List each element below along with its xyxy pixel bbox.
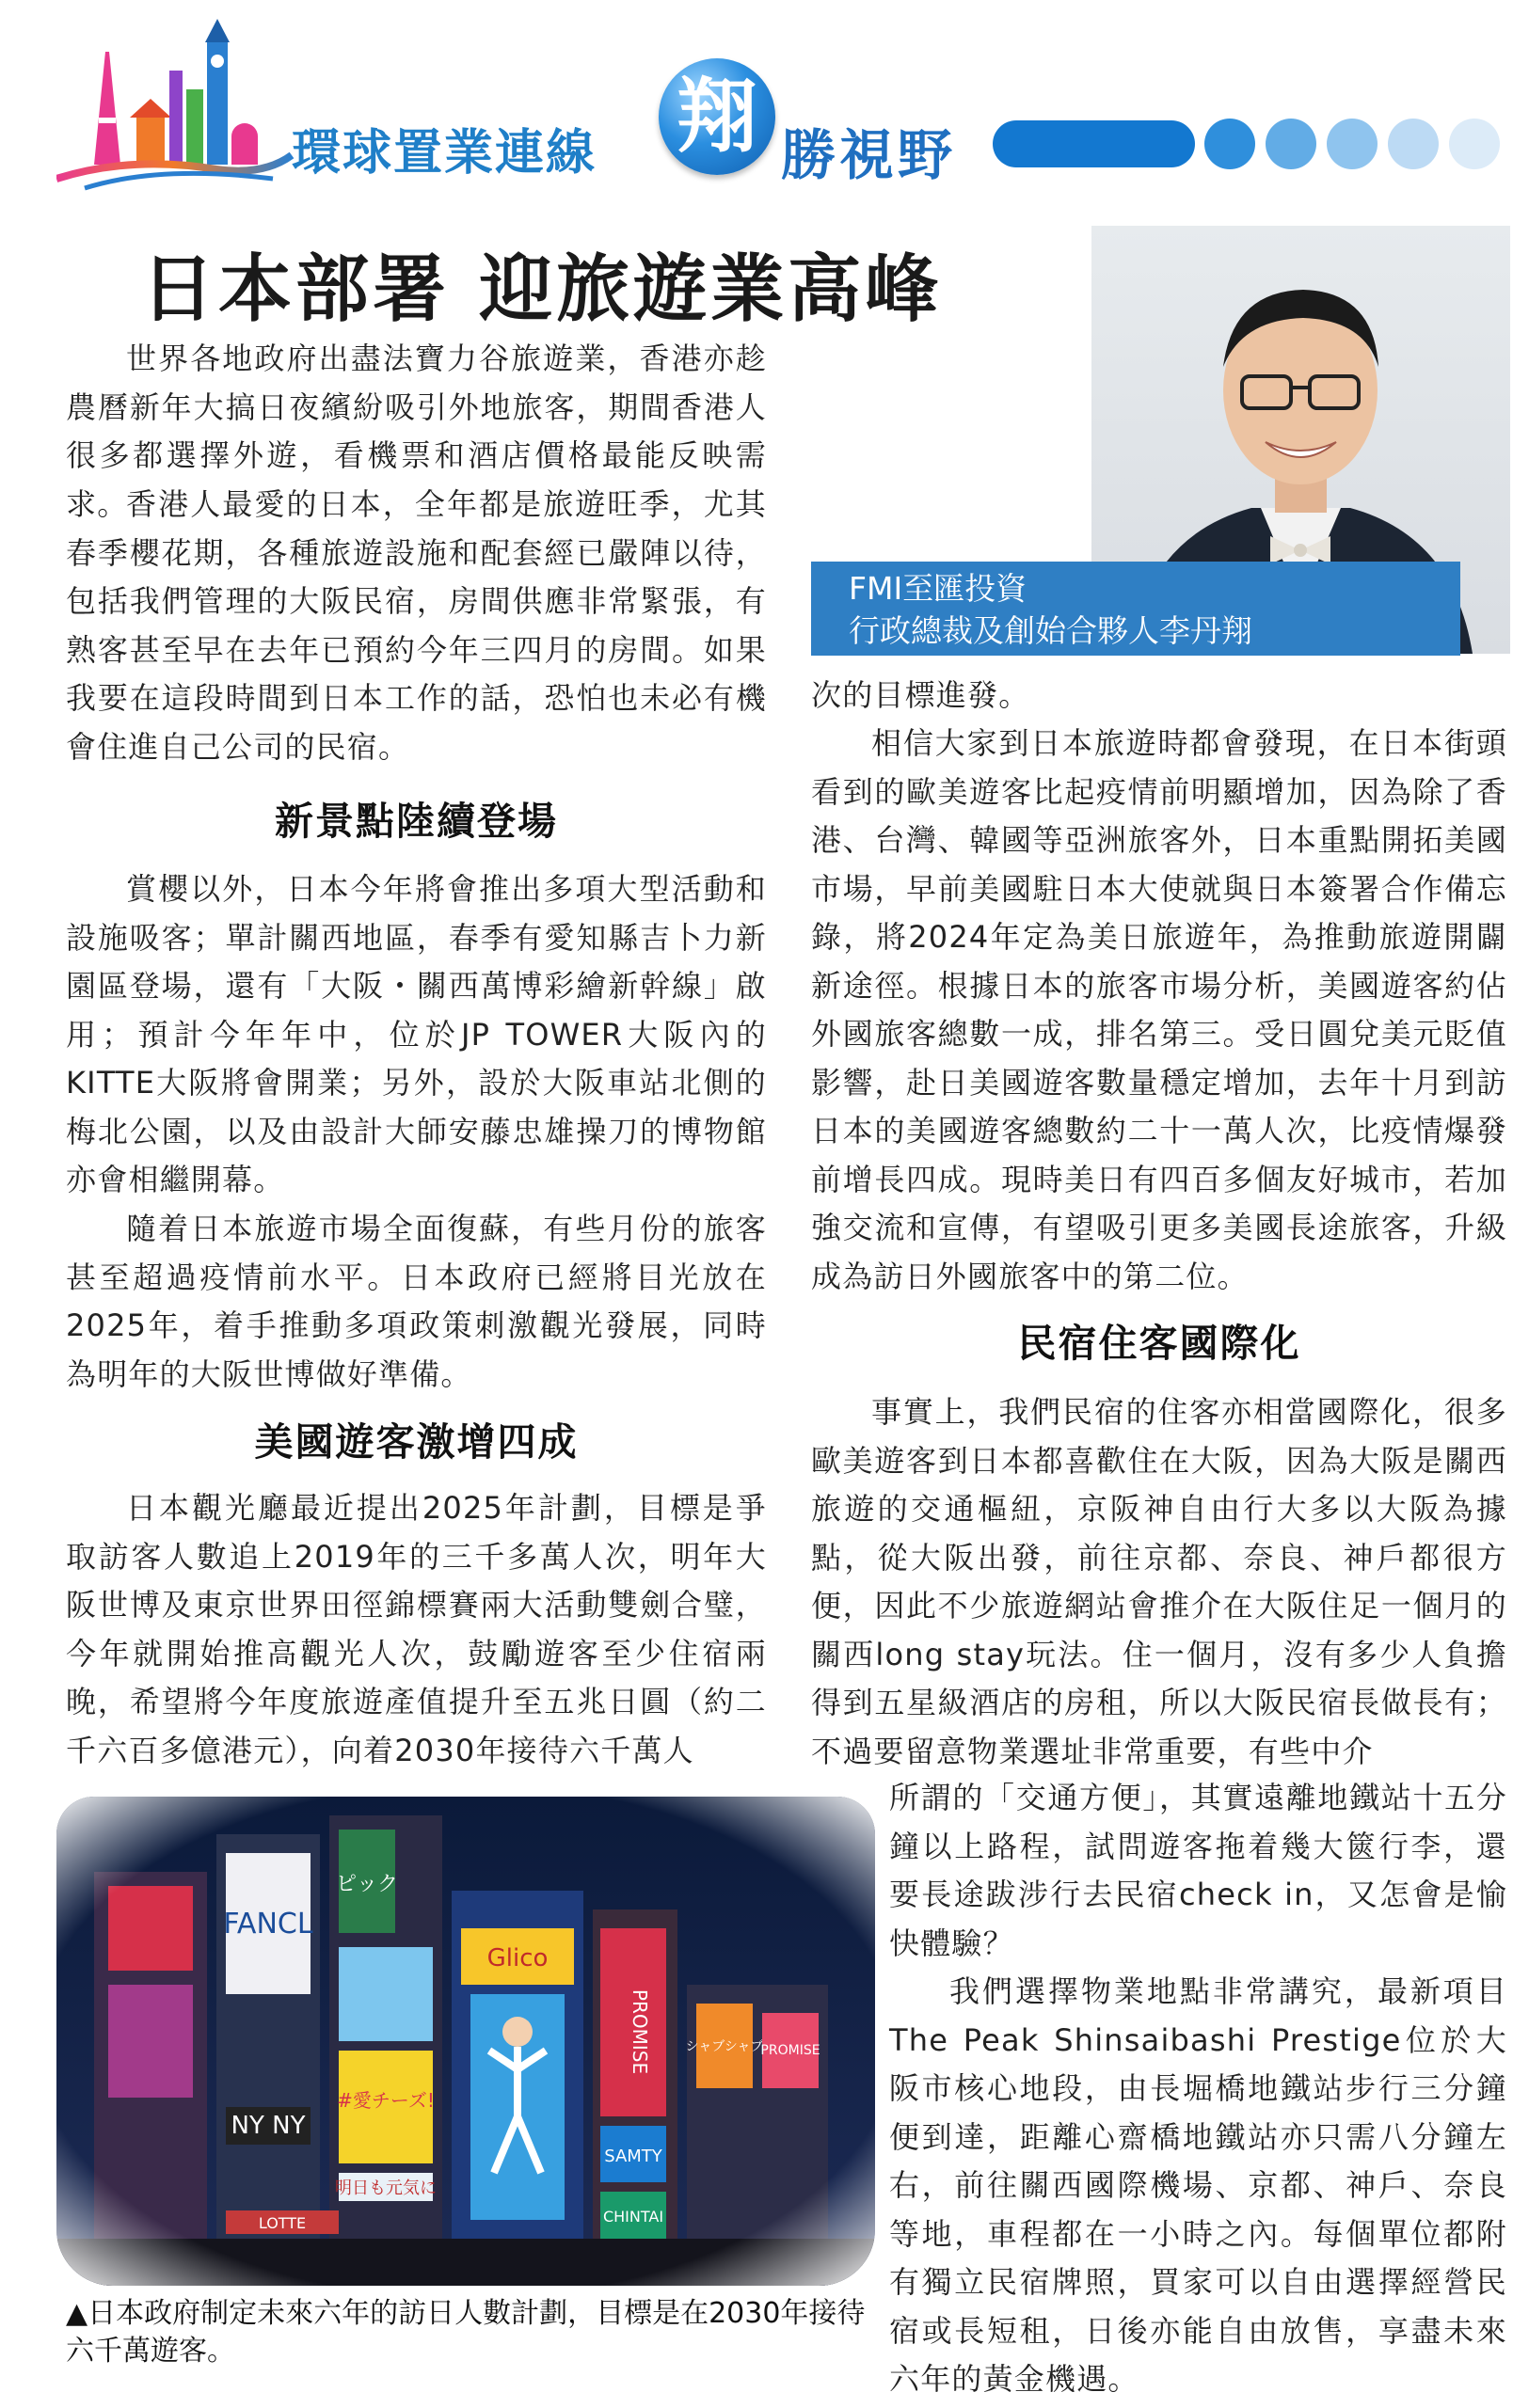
author-caption — [811, 562, 1460, 656]
author-company: FMI至匯投資 — [849, 570, 1027, 607]
decorative-dot — [1388, 119, 1439, 169]
paragraph: 香港人最愛的日本，全年都是旅遊旺季，尤其春季櫻花期，各種旅遊設施和配套經已嚴陣以待，包括我們管理的大阪民宿，房間供應非常緊張，有熟客甚至早在去年已預約今年三四月的房間。如果我要在這段時間到日本工作的話，恐怕也未必有機會住進自己公司的民宿。 — [66, 486, 767, 765]
paragraph: 所謂的「交通方便」，其實遠離地鐵站十五分鐘以上路程，試問遊客拖着幾大篋行李，還要長途跋涉行去民宿check in，又怎會是愉快體驗？ — [889, 1780, 1507, 1961]
dotonbori-photo — [56, 1797, 875, 2286]
paragraph: 事實上，我們民宿的住客亦相當國際化，很多歐美遊客到日本都喜歡住在大阪，因為大阪是關西旅遊的交通樞紐，京阪神自由行大多以大阪為據點，從大阪出發，前往京都、奈良、神戶都很方便，因此不少旅遊網站會推介在大阪住足一個月的關西long stay玩法。住一個月，沒有多少人負擔得到五星級酒店的房租，所以大阪民宿長做長有；不過要留意物業選址非常重要，有些中介 — [811, 1394, 1507, 1769]
decorative-dot — [1449, 119, 1500, 169]
subheading: 新景點陸續登場 — [275, 799, 558, 844]
section-title: 勝視野 — [781, 123, 957, 187]
paragraph: 賞櫻以外，日本今年將會推出多項大型活動和設施吸客；單計關西地區，春季有愛知縣吉卜力新園區登場，還有「大阪・關西萬博彩繪新幹線」啟用；預計今年年中，位於JP TOWER大阪內的KITTE大阪將會開業；另外，設於大阪車站北側的梅北公園，以及由設計大師安藤忠雄操刀的博物館亦會相繼開幕。 — [66, 871, 767, 1197]
paragraph: 隨着日本旅遊市場全面復蘇，有些月份的旅客甚至超過疫情前水平。日本政府已經將目光放在2025年，着手推動多項政策刺激觀光發展，同時為明年的大阪世博做好準備。 — [66, 1211, 767, 1392]
subheading: 美國遊客激增四成 — [254, 1419, 579, 1465]
section-badge: 翔 — [659, 58, 775, 175]
decorative-dot — [1327, 119, 1378, 169]
photo-caption: ▲日本政府制定未來六年的訪日人數計劃，目標是在2030年接待六千萬遊客。 — [66, 2297, 866, 2368]
paragraph: 世界各地政府出盡法寶力谷旅遊業，香港亦趁農曆新年大搞日夜繽紛吸引外地旅客，期間香港人很多都選擇外遊，看機票和酒店價格最能反映需求。 — [66, 341, 767, 522]
headline: 日本部署 迎旅遊業高峰 — [141, 247, 943, 332]
header — [0, 0, 1529, 235]
decorative-bar — [993, 120, 1195, 167]
paragraph: 次的目標進發。 — [811, 677, 1030, 713]
paragraph: 我們選擇物業地點非常講究，最新項目The Peak Shinsaibashi Prestige位於大阪市核心地段，由長堀橋地鐵站步行三分鐘便到達，距離心齋橋地鐵站亦只需八分鐘左右，前往關西國際機場、京都、神戶、奈良等地，車程都在一小時之內。每個單位都附有獨立民宿牌照，買家可以自由選擇經營民宿或長短租，日後亦能自由放售，享盡未來六年的黃金機遇。 — [889, 1973, 1507, 2397]
neon-street-icon — [56, 1797, 875, 2286]
landmarks-logo-icon — [56, 14, 301, 193]
decorative-dot — [1204, 119, 1255, 169]
subheading: 民宿住客國際化 — [1017, 1321, 1301, 1366]
paragraph: 日本觀光廳最近提出2025年計劃，目標是爭取訪客人數追上2019年的三千多萬人次，明年大阪世博及東京世界田徑錦標賽兩大活動雙劍合璧，今年就開始推高觀光人次，鼓勵遊客至少住宿兩晚，希望將今年度旅遊產值提升至五兆日圓（約二千六百多億港元），向着2030年接待六千萬人 — [66, 1490, 767, 1768]
paragraph: 相信大家到日本旅遊時都會發現，在日本街頭看到的歐美遊客比起疫情前明顯增加，因為除了香港、台灣、韓國等亞洲旅客外，日本重點開拓美國市場，早前美國駐日本大使就與日本簽署合作備忘錄，將2024年定為美日旅遊年，為推動旅遊開闢新途徑。根據日本的旅客市場分析，美國遊客約佔外國旅客總數一成，排名第三。受日圓兌美元貶值影響，赴日美國遊客數量穩定增加，去年十月到訪日本的美國遊客總數約二十一萬人次，比疫情爆發前增長四成。現時美日有四百多個友好城市，若加強交流和宣傳，有望吸引更多美國長途旅客，升級成為訪日外國旅客中的第二位。 — [811, 725, 1507, 1294]
author-title: 行政總裁及創始合夥人李丹翔 — [849, 612, 1252, 649]
column-title: 環球置業連線 — [292, 125, 597, 182]
decorative-dot — [1266, 119, 1316, 169]
